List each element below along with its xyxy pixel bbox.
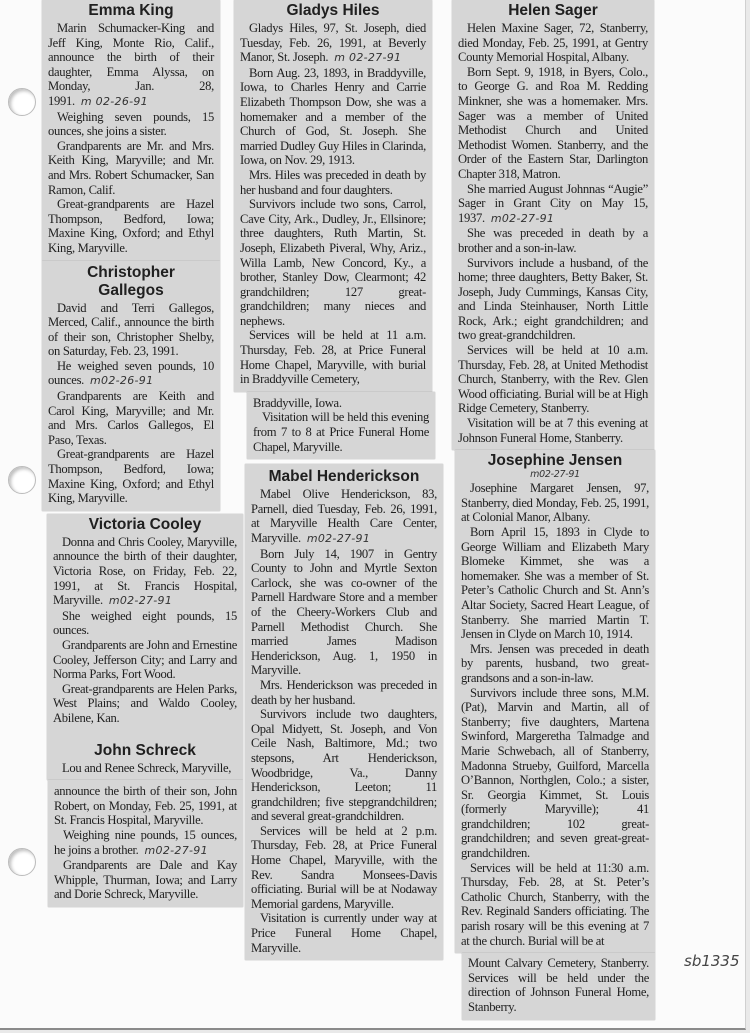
article-title: Gladys Hiles [286, 2, 380, 19]
handwritten-note: m02-27-91 [108, 594, 173, 608]
paragraph: Born Sept. 9, 1918, in Byers, Colo., to George G. and Roa M. Redding Minkner, she was a homemaker. Mrs. Sager was a member of United Methodist Church and United Methodist Women. Stanberry, and the Order of the Eastern Star, Darlington Chapter 318, Matron. [458, 64, 648, 181]
paragraph [240, 21, 426, 66]
paragraph: Lou and Renee Schreck, Maryville, [62, 760, 232, 775]
article-title: Victoria Cooley [88, 515, 202, 533]
paragraph: Helen Maxine Sager, 72, Stanberry, died Monday, Feb. 25, 1991, at Gentry County Memorial Hospital, Albany. [458, 21, 648, 65]
paragraph: Services will be held at 10 a.m. Thursday, Feb. 28, at United Methodist Church, Stanberry, with the Rev. Glen Wood officiating. Burial will be at High Ridge Cemetery, Stanberry. [458, 343, 648, 416]
clipping-josephine-jensen [455, 450, 655, 953]
paragraph: Born July 14, 1907 in Gentry County to John and Myrtle Sexton Carlock, she was co-owner of the Parnell Hardware Store and a member of the Cheery-Workers Club and Parnell Methodist Church. She married James Madison Henderickson, Aug. 1, 1950 in Maryville. [251, 546, 437, 678]
paragraph: Survivors include two sons, Carrol, Cave City, Ark., Dudley, Jr., Ellsinore; three daughters, Ruth Martin, St. Joseph, Elizabeth Piveral, Why, Ariz., Willa Lamb, New Concord, Ky., a brother, Stanley Dow, Clearmont; 42 grandchildren; 127 great-grandchildren; many nieces and nephews. [240, 197, 426, 328]
paragraph: She was preceded in death by a brother and a son-in-law. [458, 226, 648, 255]
paragraph-text: Marin Schumacker-King and Jeff King, Monte Rio, Calif., announce the birth of their daughter, Emma Alyssa, on Monday, Jan. 28, 1991. [48, 21, 214, 108]
handwritten-note: m 02-27-91 [334, 51, 402, 65]
paragraph: Services will be held at 11 a.m. Thursday, Feb. 28, at Price Funeral Home Chapel, Maryville, with burial in Braddyville Cemetery, [240, 328, 426, 387]
handwritten-page-id: sb1335 [684, 952, 740, 970]
clipping-christopher-gallegos [42, 261, 220, 511]
handwritten-note: m02-26-91 [90, 374, 154, 388]
handwritten-note: m02-27-91 [490, 211, 555, 225]
paragraph-text: Mabel Olive Henderickson, 83, Parnell, died Tuesday, Feb. 26, 1991, at Maryville Health Care Center, Maryville. [251, 487, 437, 545]
paragraph: Great-grandparents are Hazel Thompson, Bedford, Iowa; Maxine King, Oxford; and Ethyl King, Maryville. [48, 197, 214, 255]
clipping-emma-king [42, 0, 220, 261]
paragraph: Born April 15, 1893 in Clyde to George William and Elizabeth Mary Blomeke Kimmet, she was a homemaker. She was a member of St. Peter’s Catholic Church and St. Ann’s Altar Society, Sacred Heart League, of Stanberry. She married Martin T. Jensen in Clyde on March 10, 1914. [461, 525, 649, 642]
paragraph: Weighing seven pounds, 15 ounces, she joins a sister. [48, 109, 214, 139]
clipping-john-schreck [48, 780, 243, 907]
binder-hole [8, 88, 36, 116]
paragraph: Visitation is currently under way at Price Funeral Home Chapel, Maryville. [251, 911, 437, 955]
paragraph: announce the birth of their son, John Robert, on Monday, Feb. 25, 1991, at St. Francis Hospital, Maryville. [54, 784, 237, 828]
paragraph: Mrs. Jensen was preceded in death by parents, husband, two great-grandsons and a son-in-law. [461, 641, 649, 685]
article-title: Josephine Jensen [487, 452, 623, 470]
paragraph: Survivors include a husband, of the home; three daughters, Betty Baker, St. Joseph, Judy Cummings, Kansas City, and Linda Steinhauser, North Little Rock, Ark.; eight grandchildren; and two great-grandchildren. [458, 255, 648, 343]
paragraph: David and Terri Gallegos, Merced, Calif., announce the birth of their son, Christopher Shelby, on Saturday, Feb. 23, 1991. [48, 300, 214, 359]
article-title: John Schreck [94, 741, 196, 759]
paragraph: Grandparents are John and Ernestine Cooley, Jefferson City; and Larry and Norma Parks, Fort Wood. [53, 637, 237, 682]
clipping-victoria-cooley [47, 514, 243, 780]
paragraph: Mrs. Hiles was preceded in death by her husband and four daughters. [240, 167, 426, 197]
paragraph: Survivors include two daughters, Opal Midyett, St. Joseph, and Von Ceile Nash, Baltimore, Md.; two stepsons, Art Henderickson, Woodbridge, Va., Danny Henderickson, Leeton; 11 grandchildren; five stepgrandchildren; and several great-grandchildren. [251, 707, 437, 824]
paragraph [54, 828, 237, 858]
paragraph [48, 21, 214, 110]
paragraph: Mrs. Henderickson was preceded in death by her husband. [251, 677, 437, 707]
binder-hole [8, 848, 36, 876]
paragraph-text: He weighed seven pounds, 10 ounces. [48, 358, 214, 388]
column-1 [42, 0, 244, 907]
handwritten-note: m02-27-91 [530, 469, 580, 481]
paragraph: Great-grandparents are Helen Parks, West Plains; and Waldo Cooley, Abilene, Kan. [53, 681, 237, 725]
paragraph: Born Aug. 23, 1893, in Braddyville, Iowa, to Charles Henry and Carrie Elizabeth Thompson Dow, she was a homemaker and a member of the Church of God, St. Joseph. She married Dudley Guy Hiles in Clarinda, Iowa, on Nov. 29, 1913. [240, 65, 426, 168]
paragraph: She weighed eight pounds, 15 ounces. [53, 608, 237, 638]
column-3 [452, 0, 662, 1020]
handwritten-note: m02-27-91 [144, 843, 208, 857]
article-title: Helen Sager [508, 2, 598, 19]
paragraph: Grandparents are Dale and Kay Whipple, Thurman, Iowa; and Larry and Dorie Schreck, Maryville. [54, 858, 237, 902]
article-title: Mabel Henderickson [268, 468, 420, 486]
paragraph [48, 359, 214, 389]
paragraph: Visitation will be at 7 this evening at Johnson Funeral Home, Stanberry. [458, 416, 648, 445]
handwritten-note: m 02-26-91 [80, 94, 148, 108]
clipping-gladys-hiles [234, 0, 432, 392]
paragraph [458, 182, 648, 227]
clipping-mabel-henderickson [245, 464, 443, 960]
paragraph: Braddyville, Iowa. [253, 395, 342, 410]
paragraph-text: Weighing nine pounds, 15 ounces, he joins a brother. [54, 827, 237, 857]
paragraph: Grandparents are Keith and Carol King, Maryville; and Mr. and Mrs. Carlos Gallegos, El Paso, Texas. [48, 389, 214, 447]
paragraph-text: Donna and Chris Cooley, Maryville, announce the birth of their daughter, Victoria Rose, on Friday, Feb. 22, 1991, at St. Francis Hospital, Maryville. [53, 534, 237, 608]
clipping-gladys-hiles-continued [247, 392, 435, 459]
paragraph: Services will be held at 11:30 a.m. Thursday, Feb. 28, at St. Peter’s Catholic Church, Stanberry, with the Rev. Reginald Sanders officiating. The parish rosary will be this evening at 7 at the church. Burial will be at [461, 860, 649, 948]
paragraph: Mount Calvary Cemetery, Stanberry. Services will be held under the direction of Johnson Funeral Home, Stanberry. [468, 956, 649, 1014]
column-2 [234, 0, 444, 960]
paragraph [251, 487, 437, 546]
paragraph-text: Gladys Hiles, 97, St. Joseph, died Tuesday, Feb. 26, 1991, at Beverly Manor, St. Joseph. [240, 21, 426, 65]
clipping-helen-sager [452, 0, 654, 450]
paragraph: Survivors include three sons, M.M. (Pat), Marvin and Martin, all of Stanberry; five daughters, Martena Swinford, Margeretha Talmadge and Marie Schwebach, all of Stanberry, Madonna Strueby, Guilford, Marcella O’Bannon, Northglen, Colo.; a sister, Sr. Georgia Kimmet, St. Louis (formerly Maryville); 41 grandchildren; 102 great-grandchildren; and seven great-great-grandchildren. [461, 685, 649, 861]
clipping-josephine-jensen-continued [462, 953, 655, 1019]
article-title: Emma King [88, 2, 174, 19]
paragraph: Great-grandparents are Hazel Thompson, Bedford, Iowa; Maxine King, Oxford; and Ethyl King, Maryville. [48, 447, 214, 506]
paragraph-text: She married August Johnnas “Augie” Sager in Grant City on May 15, 1937. [458, 181, 648, 225]
article-title: Christopher Gallegos [87, 263, 175, 299]
paragraph: Visitation will be held this evening from 7 to 8 at Price Funeral Home Chapel, Maryville. [253, 410, 429, 454]
paragraph: Services will be held at 2 p.m. Thursday, Feb. 28, at Price Funeral Home Chapel, Maryville, with the Rev. Sandra Monsees-Davis officiating. Burial will be at Nodaway Memorial gardens, Maryville. [251, 823, 437, 911]
paragraph: Josephine Margaret Jensen, 97, Stanberry, died Monday, Feb. 25, 1991, at Colonial Manor, Albany. [461, 481, 649, 525]
handwritten-note: m02-27-91 [306, 532, 371, 545]
paragraph: Grandparents are Mr. and Mrs. Keith King, Maryville; and Mr. and Mrs. Robert Schumacker, San Ramon, Calif. [48, 138, 214, 197]
binder-hole [8, 466, 36, 494]
paragraph [53, 535, 237, 609]
